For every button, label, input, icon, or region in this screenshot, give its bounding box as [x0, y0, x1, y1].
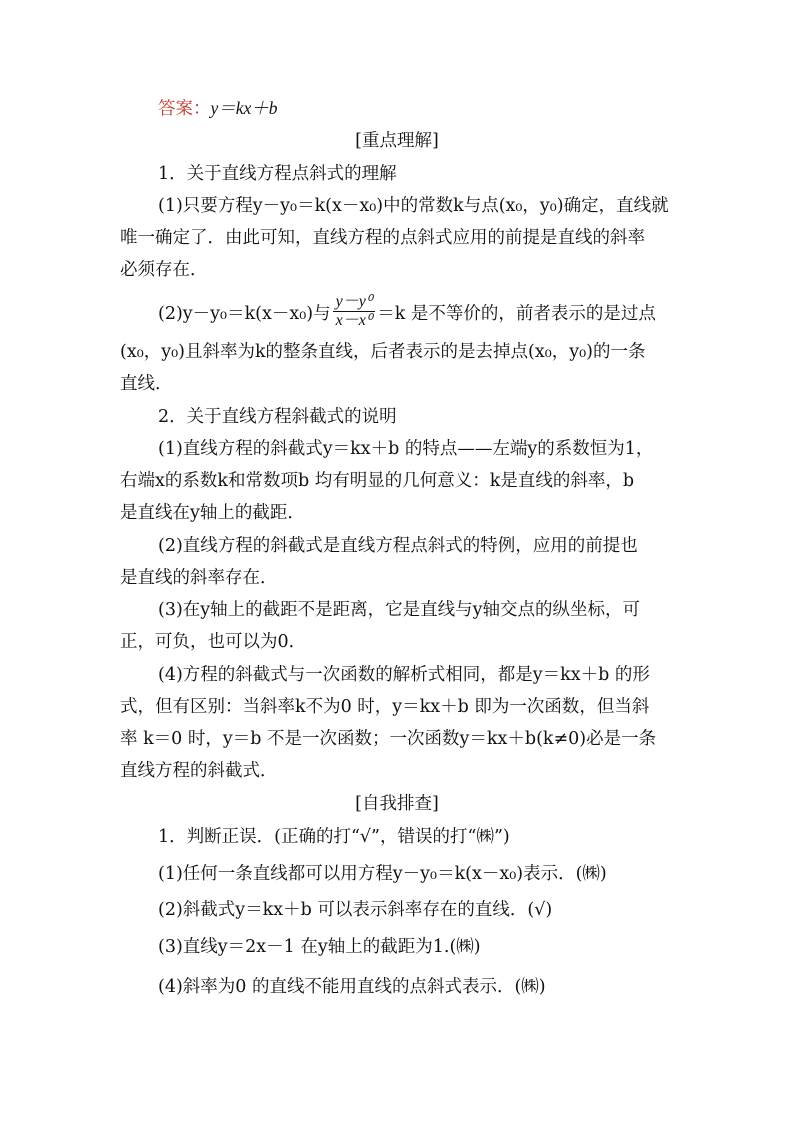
p3-line-1: (1)直线方程的斜截式y＝kx＋b 的特点——左端y的系数恒为1， [158, 439, 654, 459]
p2-line-1 [158, 293, 718, 333]
p6-line-2: 式，但有区别：当斜率k不为0 时，y＝kx＋b 即为一次函数，但当斜 [120, 697, 650, 717]
p3-line-3: 是直线在y轴上的截距． [120, 503, 305, 523]
p6-line-4: 直线方程的斜截式． [120, 761, 278, 781]
p1-line-2: 唯一确定了．由此可知，直线方程的点斜式应用的前提是直线的斜率 [120, 228, 645, 248]
p2-line-3: 直线． [120, 374, 173, 394]
p6-line-1: (4)方程的斜截式与一次函数的解析式相同，都是y＝kx＋b 的形 [158, 665, 650, 685]
p3-line-2: 右端x的系数k和常数项b 均有明显的几何意义：k是直线的斜率，b [120, 471, 635, 491]
p2-after: ＝k 是不等价的，前者表示的是过点 [377, 304, 656, 324]
section-heading-self-check: [自我排查] [355, 794, 439, 814]
p2-fraction-numerator: y－y⁰ [333, 293, 376, 312]
q1-item-1: (1)任何一条直线都可以用方程y－y₀＝k(x－x₀)表示．(㈱) [158, 864, 607, 884]
p5-line-2: 正，可负，也可以为0． [120, 632, 307, 652]
p4-line-1: (2)直线方程的斜截式是直线方程点斜式的特例，应用的前提也 [158, 536, 638, 556]
p2-fraction [333, 293, 376, 330]
item1-title: 1．关于直线方程点斜式的理解 [158, 164, 397, 184]
p2-fraction-denominator: x－x⁰ [335, 312, 373, 329]
p5-line-1: (3)在y轴上的截距不是距离，它是直线与y轴交点的纵坐标，可 [158, 600, 641, 620]
p1-line-1: (1)只要方程y－y₀＝k(x－x₀)中的常数k与点(x₀，y₀)确定，直线就 [158, 196, 669, 216]
p1-line-3: 必须存在． [120, 260, 208, 280]
q1-item-4: (4)斜率为0 的直线不能用直线的点斜式表示．(㈱) [158, 977, 546, 997]
q1-item-2: (2)斜截式y＝kx＋b 可以表示斜率存在的直线．(√) [158, 900, 553, 920]
answer-line [158, 96, 718, 121]
p2-line-2: (x₀，y₀)且斜率为k的整条直线，后者表示的是去掉点(x₀，y₀)的一条 [120, 342, 646, 362]
q1-title: 1．判断正误．(正确的打“√”，错误的打“㈱”) [158, 827, 510, 847]
item2-title: 2．关于直线方程斜截式的说明 [158, 407, 397, 427]
answer-formula: y＝kx＋b [210, 98, 278, 118]
p2-before: (2)y－y₀＝k(x－x₀)与 [158, 304, 331, 324]
section-heading-key-points: [重点理解] [355, 131, 439, 151]
p6-line-3: 率 k＝0 时，y＝b 不是一次函数；一次函数y＝kx＋b(k≠0)必是一条 [120, 729, 657, 749]
p4-line-2: 是直线的斜率存在． [120, 568, 278, 588]
q1-item-3: (3)直线y＝2x－1 在y轴上的截距为1.(㈱) [158, 937, 481, 957]
answer-label: 答案： [158, 99, 211, 119]
